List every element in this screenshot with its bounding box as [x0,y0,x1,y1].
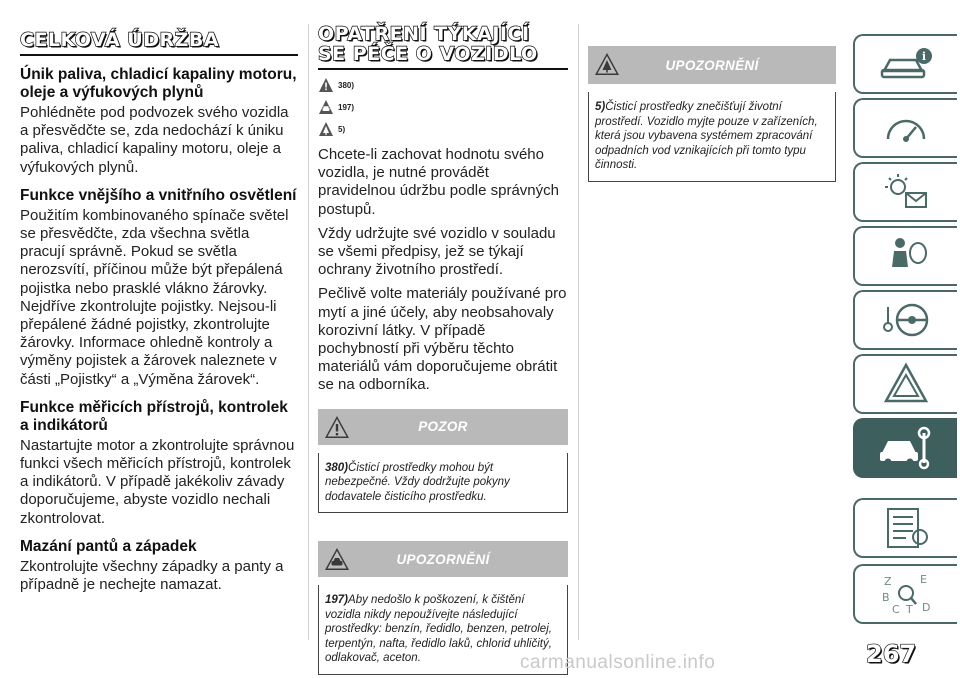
title-underline [20,54,298,56]
warning-lights-icon [876,169,936,215]
car-info-icon [876,41,936,87]
svg-text:Z: Z [884,575,892,588]
car-wrench-icon [876,425,936,471]
reference-item [318,118,568,140]
svg-text:B: B [882,591,890,604]
paragraph-hinges: Zkontrolujte všechny západky a panty a případně je nechejte namazat. [20,557,284,594]
middle-column [318,0,568,675]
paragraph-gauges: Nastartujte motor a zkontrolujte správnou funkci všech měřicích přístrojů, kontrolek a indikátorů. V případě jakékoliv závady doporučujeme, abyste vozidlo nechali zkontrolovat. [20,436,295,527]
car-damage-icon [324,547,350,571]
alphabetical-index-icon [876,571,936,617]
column-divider [578,24,579,640]
reference-number: 380) [338,80,355,90]
notice-number: 197) [325,594,349,607]
warning-box [318,453,568,514]
airbag-safety-icon [876,233,936,279]
svg-text:i: i [921,50,927,63]
svg-text:D: D [922,601,931,614]
section-title: CELKOVÁ ÚDRŽBA [20,29,220,51]
reference-number: 5) [338,124,346,134]
tab-warning-lights[interactable] [853,162,957,222]
paragraph-maintenance: Chcete-li zachovat hodnotu svého vozidla, je nutné provádět pravidelnou údržbu podle správných postupů. [318,146,559,218]
svg-text:C: C [892,603,900,616]
warning-banner [318,409,568,445]
reference-list [318,74,568,140]
notice-text: Čisticí prostředky znečišťují životní prostředí. Vozidlo myjte pouze v zařízeních, která jsou vybavena systémem zpracování odpadních vod vznikajících při tomto typu činnosti. [595,101,818,171]
warning-title: POZOR [418,419,468,435]
column-divider [308,24,309,640]
environment-tree-icon [318,121,334,137]
car-damage-icon [318,99,334,115]
reference-item [318,96,568,118]
tab-car-info[interactable] [853,34,957,94]
paragraph-materials: Pečlivě volte materiály používané pro mytí a jiné účely, aby neobsahovaly korozivní látky. V případě pochybností při výběru těchto materiálů vám doporučujeme obrátit se na odborníka. [318,285,567,394]
subheading-lighting: Funkce vnějšího a vnitřního osvětlení [20,186,297,204]
notice-title: UPOZORNĚNÍ [396,551,490,567]
tab-starting-driving[interactable] [853,290,957,350]
left-column [20,0,298,594]
paragraph-leaks: Pohlédněte pod podvozek svého vozidla a přesvědčte se, zda nedochází k úniku paliva, chladicí kapaliny motoru, oleje a výfukových plynů. [20,104,289,176]
tab-safety[interactable] [853,226,957,286]
subheading-gauges: Funkce měřicích přístrojů, kontrolek a indikátorů [20,398,288,434]
warning-triangle-icon [324,415,350,439]
steering-wheel-key-icon [876,297,936,343]
paragraph-environment: Vždy udržujte své vozidlo v souladu se všemi předpisy, jež se týkají ochrany životního prostředí. [318,224,556,279]
paragraph-lighting: Použitím kombinovaného spínače světel se přesvědčte, zda všechna světla pracují správně. Pokud se světla nerozsvítí, příčinou může být přepálená pojistka nebo prasklé vlákno žárovky. Nejdříve zkontrolujte pojistky. Nejsou-li přepálené žádné pojistky, zkontrolujte žárovky. Informace ohledně kontroly a výměny pojistek a žárovek naleznete v části „Pojistky“ a „Výměna žárovek“. [20,206,289,388]
page-number: 267 [866,640,917,668]
dashboard-lights-icon [876,105,936,151]
warning-triangle-icon [318,77,334,93]
technical-data-icon [876,505,936,551]
section-title: OPATŘENÍ TÝKAJÍCÍ SE PÉČE O VOZIDLO [318,23,538,65]
subheading-leaks: Únik paliva, chladicí kapaliny motoru, oleje a výfukových plynů [20,66,297,101]
notice-box [588,92,836,182]
tab-dashboard[interactable] [853,98,957,158]
svg-text:T: T [906,603,913,616]
tab-emergency[interactable] [853,354,957,414]
title-underline [318,68,568,70]
tab-technical-data[interactable] [853,498,957,558]
environment-tree-icon [594,52,620,76]
notice-title: UPOZORNĚNÍ [665,57,759,73]
warning-text: Čisticí prostředky mohou být nebezpečné. Vždy dodržujte pokyny dodavatele čisticího prostředku. [325,461,510,503]
tab-index[interactable] [853,564,957,624]
reference-number: 197) [338,102,355,112]
notice-banner [318,541,568,577]
notice-text: Aby nedošlo k poškození, k čištění vozidla nikdy nepoužívejte následující prostředky: benzín, ředidlo, benzen, petrolej, terpentýn, nafta, ředidlo laků, chlorid uhličitý, odlakovač, aceton. [325,594,552,665]
subheading-hinges: Mazání pantů a západek [20,537,197,555]
notice-banner [588,46,836,84]
reference-item [318,74,568,96]
warning-number: 380) [325,461,349,474]
svg-text:E: E [920,573,927,586]
tab-maintenance[interactable] [853,418,957,478]
watermark: carmanualsonline.info [520,652,716,673]
notice-number: 5) [595,101,606,113]
emergency-icon [876,361,936,407]
right-column [588,0,836,182]
